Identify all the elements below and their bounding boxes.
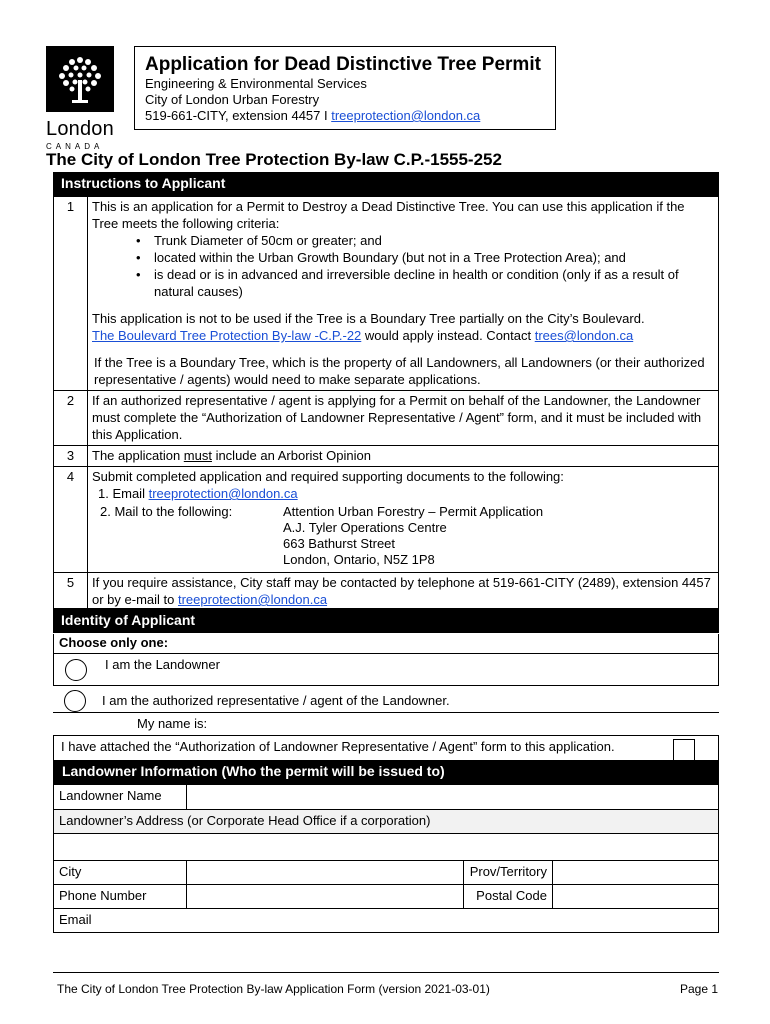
division: City of London Urban Forestry	[145, 92, 320, 107]
list-item: • Trunk Diameter of 50cm or greater; and	[132, 232, 712, 249]
instructions-table	[53, 196, 719, 615]
item3-text-b: include an Arborist Opinion	[211, 448, 371, 463]
item5-body: If you require assistance, City staff may be contacted by telephone at 519-661-CITY (2489), extension 4457 or by e-mail to	[92, 575, 711, 607]
landowner-heading: Landowner Information (Who the permit will be issued to)	[53, 760, 719, 784]
row-number: 4	[54, 467, 88, 572]
contact-email-link[interactable]: treeprotection@london.ca	[331, 108, 481, 123]
address-line: Attention Urban Forestry – Permit Application	[283, 504, 544, 519]
city-label: City	[54, 861, 187, 884]
authorization-label: I have attached the “Authorization of Landowner Representative / Agent” form to this application.	[61, 739, 615, 754]
authorization-row	[53, 736, 719, 762]
contact-line	[145, 108, 545, 124]
tree-logo-icon	[46, 46, 114, 112]
landowner-option-label: I am the Landowner	[105, 657, 220, 672]
authorization-checkbox[interactable]	[673, 739, 695, 761]
city-row	[54, 860, 718, 884]
name-row	[54, 785, 718, 809]
phone-field[interactable]	[187, 885, 464, 908]
instruction-row-2	[54, 390, 718, 445]
trees-email-link[interactable]: trees@london.ca	[534, 328, 634, 343]
email-option-label: 1. Email	[98, 486, 149, 501]
landowner-radio[interactable]	[65, 659, 87, 681]
department: Engineering & Environmental Services	[145, 76, 367, 91]
boulevard-bylaw-link[interactable]: The Boulevard Tree Protection By-law -C.P.-22	[92, 328, 362, 343]
form-title-box	[134, 46, 556, 130]
prov-label: Prov/Territory	[464, 861, 553, 884]
item3-must: must	[183, 448, 212, 463]
identity-heading: Identity of Applicant	[53, 608, 719, 633]
identity-section	[53, 634, 719, 762]
my-name-label: My name is:	[137, 716, 208, 731]
submit-email-link[interactable]: treeprotection@london.ca	[148, 486, 298, 501]
footer-form-version: The City of London Tree Protection By-law Application Form (version 2021-03-01)	[57, 982, 490, 996]
logo-wordmark: London	[46, 118, 114, 140]
city-logo	[46, 46, 118, 151]
address-line: A.J. Tyler Operations Centre	[283, 520, 447, 535]
criteria-list	[132, 232, 712, 300]
instruction-row-1	[54, 197, 718, 390]
contact-phone: 519-661-CITY, extension 4457 I	[145, 108, 332, 123]
email-option	[98, 485, 712, 502]
address-label: Landowner’s Address (or Corporate Head Office if a corporation)	[59, 813, 431, 828]
instructions-heading: Instructions to Applicant	[53, 172, 719, 196]
instruction-row-4	[54, 466, 718, 572]
row-number: 1	[54, 197, 88, 390]
item4-intro: Submit completed application and required supporting documents to the following:	[92, 469, 564, 484]
agent-radio[interactable]	[64, 690, 86, 712]
item3-text	[88, 446, 718, 466]
agent-name-row[interactable]	[53, 712, 719, 736]
item2-text: If an authorized representative / agent is applying for a Permit on behalf of the Landowner, the Landowner must complete the “Authorization of Landowner Representative / Agent” form, and it must be included with this Application.	[92, 393, 702, 442]
form-title: Application for Dead Distinctive Tree Permit	[145, 54, 541, 75]
list-item: • is dead or is in advanced and irreversible decline in health or condition (only if as a result of natural causes)	[132, 266, 712, 300]
email-label: Email	[59, 912, 92, 927]
para2-text-b: would apply instead. Contact	[361, 328, 535, 343]
landowner-option	[53, 654, 719, 686]
agent-option	[53, 686, 719, 712]
item1-para3: If the Tree is a Boundary Tree, which is the property of all Landowners, all Landowners (or their authorized representative / agents) would need to make separate applications.	[94, 355, 705, 387]
address-field[interactable]	[54, 834, 718, 860]
address-line: 663 Bathurst Street	[283, 536, 396, 551]
row-number: 2	[54, 391, 88, 445]
logo-subtitle: CANADA	[46, 142, 104, 151]
bylaw-title: The City of London Tree Protection By-law C.P.-1555-252	[46, 150, 502, 169]
landowner-table	[53, 784, 719, 933]
list-item: • located within the Urban Growth Boundary (but not in a Tree Protection Area); and	[132, 249, 712, 266]
landowner-name-label: Landowner Name	[54, 785, 187, 809]
footer-divider	[53, 972, 719, 973]
item1-intro: This is an application for a Permit to Destroy a Dead Distinctive Tree. You can use this application if the Tree meets the following criteria:	[92, 199, 685, 231]
row-number: 3	[54, 446, 88, 466]
city-field[interactable]	[187, 861, 464, 884]
item3-text-a: The application	[92, 448, 184, 463]
mail-option	[98, 502, 545, 570]
postal-field[interactable]	[553, 885, 718, 908]
assistance-email-link[interactable]: treeprotection@london.ca	[177, 592, 328, 607]
mail-option-label: 2. Mail to the following:	[100, 504, 233, 519]
para2-text: This application is not to be used if the Tree is a Boundary Tree partially on the City’s Boulevard.	[92, 311, 645, 326]
phone-label: Phone Number	[54, 885, 187, 908]
prov-field[interactable]	[553, 861, 718, 884]
address-field-row[interactable]	[54, 833, 718, 860]
email-field[interactable]	[187, 909, 718, 932]
address-line: London, Ontario, N5Z 1P8	[283, 552, 435, 567]
address-label-row	[54, 809, 718, 833]
postal-label: Postal Code	[464, 885, 553, 908]
row-number: 5	[54, 573, 88, 614]
landowner-name-field[interactable]	[187, 785, 718, 809]
email-row	[54, 908, 718, 932]
phone-row	[54, 884, 718, 908]
agent-option-label: I am the authorized representative / agent of the Landowner.	[102, 693, 450, 708]
item1-para2	[92, 310, 712, 344]
page-number: Page 1	[680, 982, 719, 996]
choose-label: Choose only one:	[53, 634, 719, 654]
instruction-row-3	[54, 445, 718, 466]
